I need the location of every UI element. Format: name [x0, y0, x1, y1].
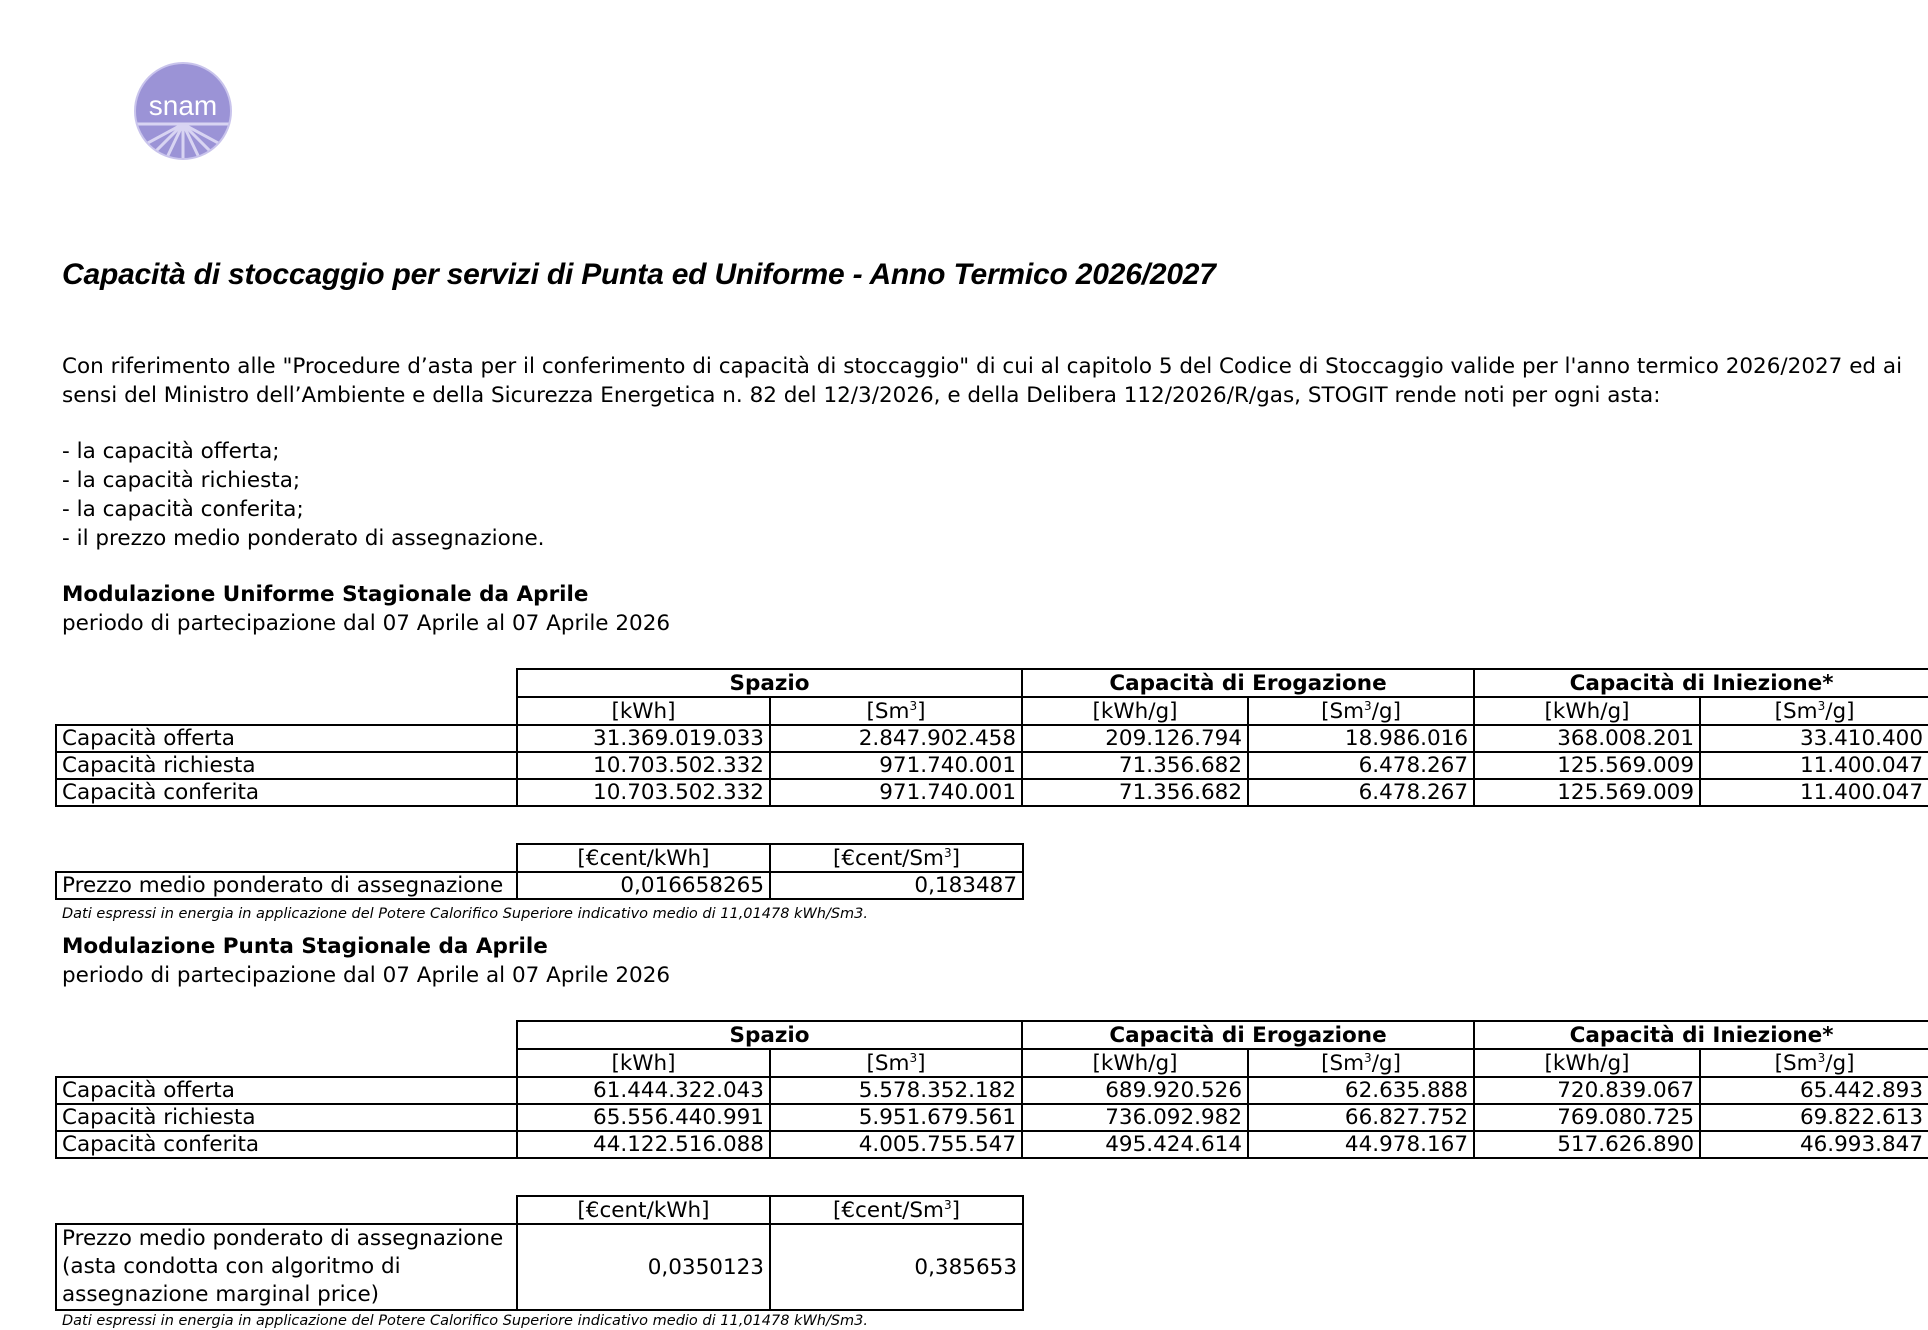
cell: 5.951.679.561 [770, 1104, 1022, 1131]
cell: 31.369.019.033 [517, 725, 770, 752]
cell: 69.822.613 [1700, 1104, 1928, 1131]
header-iniezione: Capacità di Iniezione* [1474, 669, 1928, 697]
price-table-punta [55, 1195, 1024, 1311]
cell: 71.356.682 [1022, 752, 1248, 779]
cell: 11.400.047 [1700, 779, 1928, 806]
row-label: Capacità conferita [56, 1131, 517, 1158]
unit-cent-kwh: [€cent/kWh] [517, 844, 770, 872]
table-row [56, 779, 1928, 806]
table-row [56, 1104, 1928, 1131]
cell: 6.478.267 [1248, 752, 1474, 779]
cell: 971.740.001 [770, 752, 1022, 779]
intro-line-2: sensi del Ministro dell’Ambiente e della Sicurezza Energetica n. 82 del 12/3/2026, e della Delibera 112/2026/R/gas, STOGIT rende noti per ogni asta: [62, 383, 1661, 408]
unit-kwh-g: [kWh/g] [1474, 1049, 1700, 1077]
price-table-uniforme [55, 843, 1024, 900]
unit-sm3: [Sm$^3$] [770, 697, 1022, 725]
section-title-uniforme: Modulazione Uniforme Stagionale da Aprile [62, 582, 589, 607]
cell: 689.920.526 [1022, 1077, 1248, 1104]
table-row [56, 725, 1928, 752]
unit-sm3-g: [Sm$^3$/g] [1700, 1049, 1928, 1077]
section-subtitle-uniforme: periodo di partecipazione dal 07 Aprile al 07 Aprile 2026 [62, 611, 671, 636]
cell: 18.986.016 [1248, 725, 1474, 752]
cell: 71.356.682 [1022, 779, 1248, 806]
cell: 495.424.614 [1022, 1131, 1248, 1158]
cell: 46.993.847 [1700, 1131, 1928, 1158]
unit-sm3-g: [Sm$^3$/g] [1700, 697, 1928, 725]
unit-sm3-g: [Sm$^3$/g] [1248, 697, 1474, 725]
list-item: - la capacità conferita; [62, 497, 304, 522]
cell: 65.442.893 [1700, 1077, 1928, 1104]
unit-cent-sm3: [€cent/Sm$^3$] [770, 844, 1023, 872]
row-label: Capacità conferita [56, 779, 517, 806]
cell: 11.400.047 [1700, 752, 1928, 779]
cell: 61.444.322.043 [517, 1077, 770, 1104]
unit-kwh-g: [kWh/g] [1022, 697, 1248, 725]
unit-sm3: [Sm$^3$] [770, 1049, 1022, 1077]
unit-sm3-g: [Sm$^3$/g] [1248, 1049, 1474, 1077]
header-iniezione: Capacità di Iniezione* [1474, 1021, 1928, 1049]
cell: 368.008.201 [1474, 725, 1700, 752]
cell: 517.626.890 [1474, 1131, 1700, 1158]
header-spazio: Spazio [517, 669, 1022, 697]
cell: 10.703.502.332 [517, 779, 770, 806]
price-kwh: 0,0350123 [517, 1224, 770, 1310]
cell: 125.569.009 [1474, 752, 1700, 779]
table-row [56, 1077, 1928, 1104]
unit-kwh: [kWh] [517, 697, 770, 725]
bullet-list [62, 437, 545, 553]
list-item: - la capacità richiesta; [62, 468, 301, 493]
price-sm3: 0,385653 [770, 1224, 1023, 1310]
page-title: Capacità di stoccaggio per servizi di Punta ed Uniforme - Anno Termico 2026/2027 [62, 258, 1216, 291]
snam-logo [133, 56, 233, 166]
header-spazio: Spazio [517, 1021, 1022, 1049]
cell: 5.578.352.182 [770, 1077, 1022, 1104]
cell: 33.410.400 [1700, 725, 1928, 752]
price-sm3: 0,183487 [770, 872, 1023, 899]
cell: 62.635.888 [1248, 1077, 1474, 1104]
unit-kwh: [kWh] [517, 1049, 770, 1077]
price-label: Prezzo medio ponderato di assegnazione (asta condotta con algoritmo di assegnazione marginal price) [56, 1224, 517, 1310]
cell: 769.080.725 [1474, 1104, 1700, 1131]
cell: 2.847.902.458 [770, 725, 1022, 752]
cell: 66.827.752 [1248, 1104, 1474, 1131]
price-kwh: 0,016658265 [517, 872, 770, 899]
row-label: Capacità richiesta [56, 1104, 517, 1131]
cell: 65.556.440.991 [517, 1104, 770, 1131]
unit-cent-kwh: [€cent/kWh] [517, 1196, 770, 1224]
cell: 971.740.001 [770, 779, 1022, 806]
cell: 44.978.167 [1248, 1131, 1474, 1158]
row-label: Capacità offerta [56, 725, 517, 752]
capacity-table-punta [55, 1020, 1928, 1159]
header-erogazione: Capacità di Erogazione [1022, 1021, 1474, 1049]
table-row [56, 1224, 1023, 1310]
price-label: Prezzo medio ponderato di assegnazione [56, 872, 517, 899]
cell: 6.478.267 [1248, 779, 1474, 806]
table-row [56, 1131, 1928, 1158]
section-subtitle-punta: periodo di partecipazione dal 07 Aprile al 07 Aprile 2026 [62, 963, 671, 988]
cell: 10.703.502.332 [517, 752, 770, 779]
table-row [56, 752, 1928, 779]
header-erogazione: Capacità di Erogazione [1022, 669, 1474, 697]
cell: 720.839.067 [1474, 1077, 1700, 1104]
intro-paragraph [62, 352, 1902, 410]
unit-kwh-g: [kWh/g] [1474, 697, 1700, 725]
cell: 736.092.982 [1022, 1104, 1248, 1131]
list-item: - il prezzo medio ponderato di assegnazione. [62, 526, 545, 551]
unit-kwh-g: [kWh/g] [1022, 1049, 1248, 1077]
row-label: Capacità richiesta [56, 752, 517, 779]
cell: 4.005.755.547 [770, 1131, 1022, 1158]
cell: 44.122.516.088 [517, 1131, 770, 1158]
unit-cent-sm3: [€cent/Sm$^3$] [770, 1196, 1023, 1224]
capacity-table-uniforme [55, 668, 1928, 807]
section-title-punta: Modulazione Punta Stagionale da Aprile [62, 934, 548, 959]
list-item: - la capacità offerta; [62, 439, 280, 464]
svg-text:snam: snam [148, 90, 218, 121]
row-label: Capacità offerta [56, 1077, 517, 1104]
table-row [56, 872, 1023, 899]
cell: 209.126.794 [1022, 725, 1248, 752]
footnote-punta: Dati espressi in energia in applicazione del Potere Calorifico Superiore indicativo medio di 11,01478 kWh/Sm3. [62, 1313, 869, 1329]
cell: 125.569.009 [1474, 779, 1700, 806]
footnote-uniforme: Dati espressi in energia in applicazione del Potere Calorifico Superiore indicativo medio di 11,01478 kWh/Sm3. [62, 906, 869, 922]
intro-line-1: Con riferimento alle "Procedure d’asta per il conferimento di capacità di stoccaggio" di cui al capitolo 5 del Codice di Stoccaggio valide per l'anno termico 2026/2027 ed ai [62, 354, 1903, 379]
